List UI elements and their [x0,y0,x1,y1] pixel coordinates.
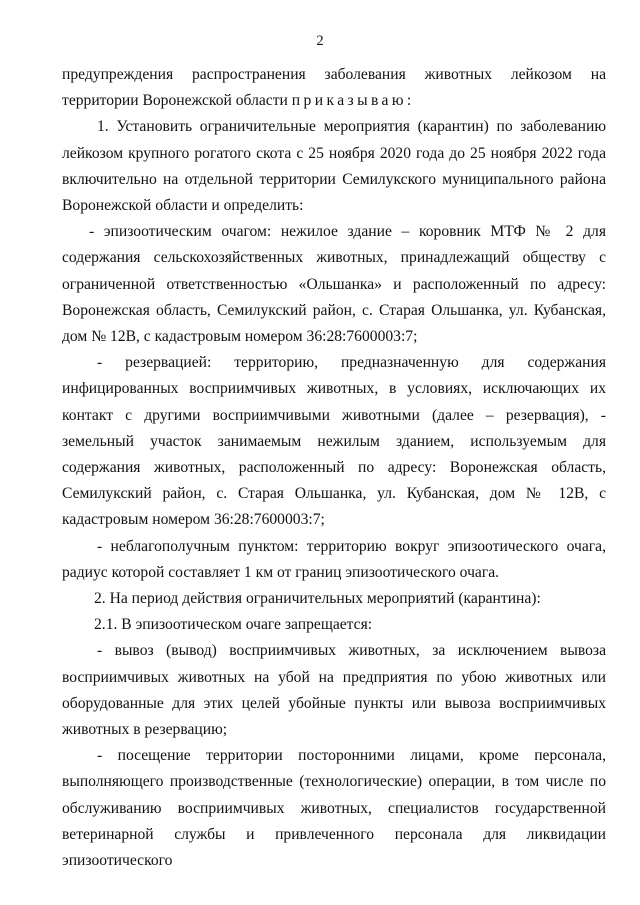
paragraph-epizootic-focus: - эпизоотическим очагом: нежилое здание – коровник МТФ № 2 для содержания сельскохозяйственных животных, принадлежащий обществу с ограниченной ответственностью «Ольшанка» и расположенный по адресу: Воронежская область, Семилукский район, с. Старая Ольшанка, ул. Кубанская, дом № 12В, с кадастровым номером 36:28:7600003:7; [62,223,606,346]
paragraph-item-1: 1. Установить ограничительные мероприятия (карантин) по заболеванию лейкозом крупного рогатого скота с 25 ноября 2020 года до 25 ноября 2022 года включительно на отдельной территории Семилукского муниципального района Воронежской области и определить: [62,118,606,215]
paragraph-item-2: 2. На период действия ограничительных мероприятий (карантина): [94,590,541,608]
paragraph-visit-ban: - посещение территории посторонними лицами, кроме персонала, выполняющего производственные (технологические) операции, в том числе по обслуживанию восприимчивых животных, специалистов государственной ветеринарной службы и привлеченного персонала для ликвидации эпизоотического [62,747,606,870]
paragraph-unfavorable-point: - неблагополучным пунктом: территорию вокруг эпизоотического очага, радиус которой составляет 1 км от границ эпизоотического очага. [62,537,606,581]
paragraph-item-2-1: 2.1. В эпизоотическом очаге запрещается: [94,616,373,634]
order-word: приказываю [291,92,407,110]
page-number: 2 [316,33,324,49]
paragraph-order-intro [62,62,606,114]
paragraph-export-ban: - вывоз (вывод) восприимчивых животных, за исключением вывоза восприимчивых животных на убой на предприятия по убою животных или оборудованные для этих целей убойные пункты или вывоза восприимчивых животных в резервацию; [62,642,606,739]
intro-colon: : [406,92,412,110]
paragraph-reservation: - резервацией: территорию, предназначенную для содержания инфицированных восприимчивых животных, в условиях, исключающих их контакт с другими восприимчивыми животными (далее – резервация), - земельный участок занимаемым нежилым зданием, используемым для содержания животных, расположенный по адресу: Воронежская область, Семилукский район, с. Старая Ольшанка, ул. Кубанская, дом № 12В, с кадастровым номером 36:28:7600003:7; [62,354,606,529]
intro-text: предупреждения распространения заболевания животных лейкозом на территории Воронежской области [62,66,606,110]
document-body [62,62,606,874]
